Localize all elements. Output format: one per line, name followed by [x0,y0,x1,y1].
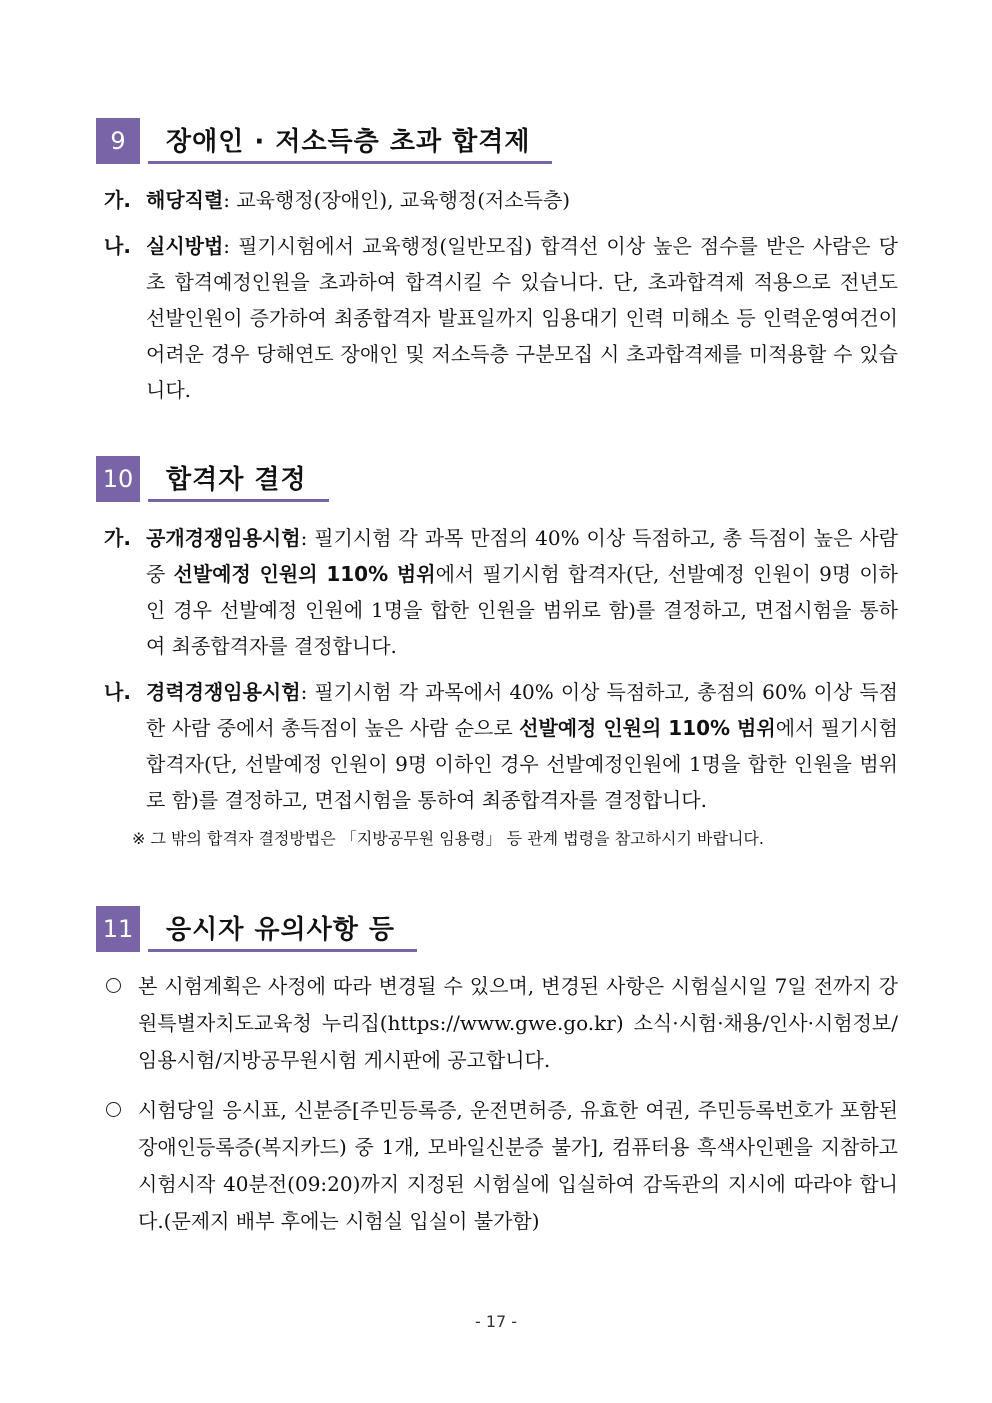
item-label: 공개경쟁임용시험 [146,526,301,550]
bullet-text: 시험당일 응시표, 신분증[주민등록증, 운전면허증, 유효한 여권, 주민등록번호가 포함된 장애인등록증(복지카드) 중 1개, 모바일신분증 불가], 컴퓨터용 흑색사인펜을 지참하고 시험시작 40분전(09:20)까지 지정된 시험실에 입실하여 감독관의 지시에 따라야 합니다.(문제지 배부 후에는 시험실 입실이 불가함) [138,1098,898,1233]
section-11-header [96,906,417,952]
section-title: 장애인 · 저소득층 초과 합격제 [166,126,531,157]
page-number: - 17 - [474,1312,518,1331]
item-text: : 필기시험 각 과목 만점의 40% 이상 득점하고, 총 득점이 높은 사람 중 [146,526,898,586]
item-marker: 가. [104,526,131,550]
item-label: 실시방법 [146,234,224,258]
item-text: 에서 필기시험 합격자(단, 선발예정 인원이 9명 이하인 경우 선발예정인원에 1명을 합한 인원을 범위로 함)를 결정하고, 면접시험을 통하여 최종합격자를 결정합니다. [146,716,898,812]
section-title-underline [148,905,417,952]
section-title: 합격자 결정 [166,464,307,495]
item-section9-na [104,228,898,408]
item-text: : 필기시험에서 교육행정(일반모집) 합격선 이상 높은 점수를 받은 사람은 당초 합격예정인원을 초과하여 합격시킬 수 있습니다. 단, 초과합격제 적용으로 전년도 선발인원이 증가하여 최종합격자 발표일까지 임용대기 인력 미해소 등 인력운영여건이 어려운 경우 당해연도 장애인 및 저소득층 구분모집 시 초과합격제를 미적용할 수 있습니다. [146,234,898,402]
item-marker: 나. [104,680,131,704]
item-marker: 나. [104,234,131,258]
item-emphasis: 선발예정 인원의 110% 범위 [173,562,436,586]
section-title: 응시자 유의사항 등 [166,914,396,945]
item-text: : 교육행정(장애인), 교육행정(저소득층) [223,188,571,212]
item-section10-na [104,674,898,818]
bullet-item [104,1092,898,1240]
item-section9-ga [104,182,898,218]
bullet-text: 본 시험계획은 사정에 따라 변경될 수 있으며, 변경된 사항은 시험실시일 7일 전까지 강원특별자치도교육청 누리집(https://www.gwe.go.kr) 소식·시험·채용/인사·시험정보/임용시험/지방공무원시험 게시판에 공고합니다. [138,974,898,1072]
section-title-underline [148,455,329,502]
circle-bullet-icon [106,1102,121,1117]
circle-bullet-icon [106,978,121,993]
item-label: 경력경쟁임용시험 [146,680,301,704]
item-section10-ga [104,520,898,664]
section-number-badge: 11 [96,906,140,952]
item-text: 에서 필기시험 합격자(단, 선발예정 인원이 9명 이하인 경우 선발예정 인원에 1명을 합한 인원을 범위로 함)를 결정하고, 면접시험을 통하여 최종합격자를 결정합니다. [146,562,898,658]
section-title-underline [148,117,552,164]
section-10-header [96,456,329,502]
item-label: 해당직렬 [146,188,224,212]
item-emphasis: 선발예정 인원의 110% 범위 [519,716,776,740]
item-text: : 필기시험 각 과목에서 40% 이상 득점하고, 총점의 60% 이상 득점한 사람 중에서 총득점이 높은 사람 순으로 [146,680,898,740]
section-number-badge: 9 [96,118,140,164]
bullet-item [104,968,898,1079]
section-9-header [96,118,552,164]
note-text: ※ 그 밖의 합격자 결정방법은 「지방공무원 임용령」 등 관계 법령을 참고하시기 바랍니다. [132,829,764,848]
section-number-badge: 10 [96,456,140,502]
item-marker: 가. [104,188,131,212]
